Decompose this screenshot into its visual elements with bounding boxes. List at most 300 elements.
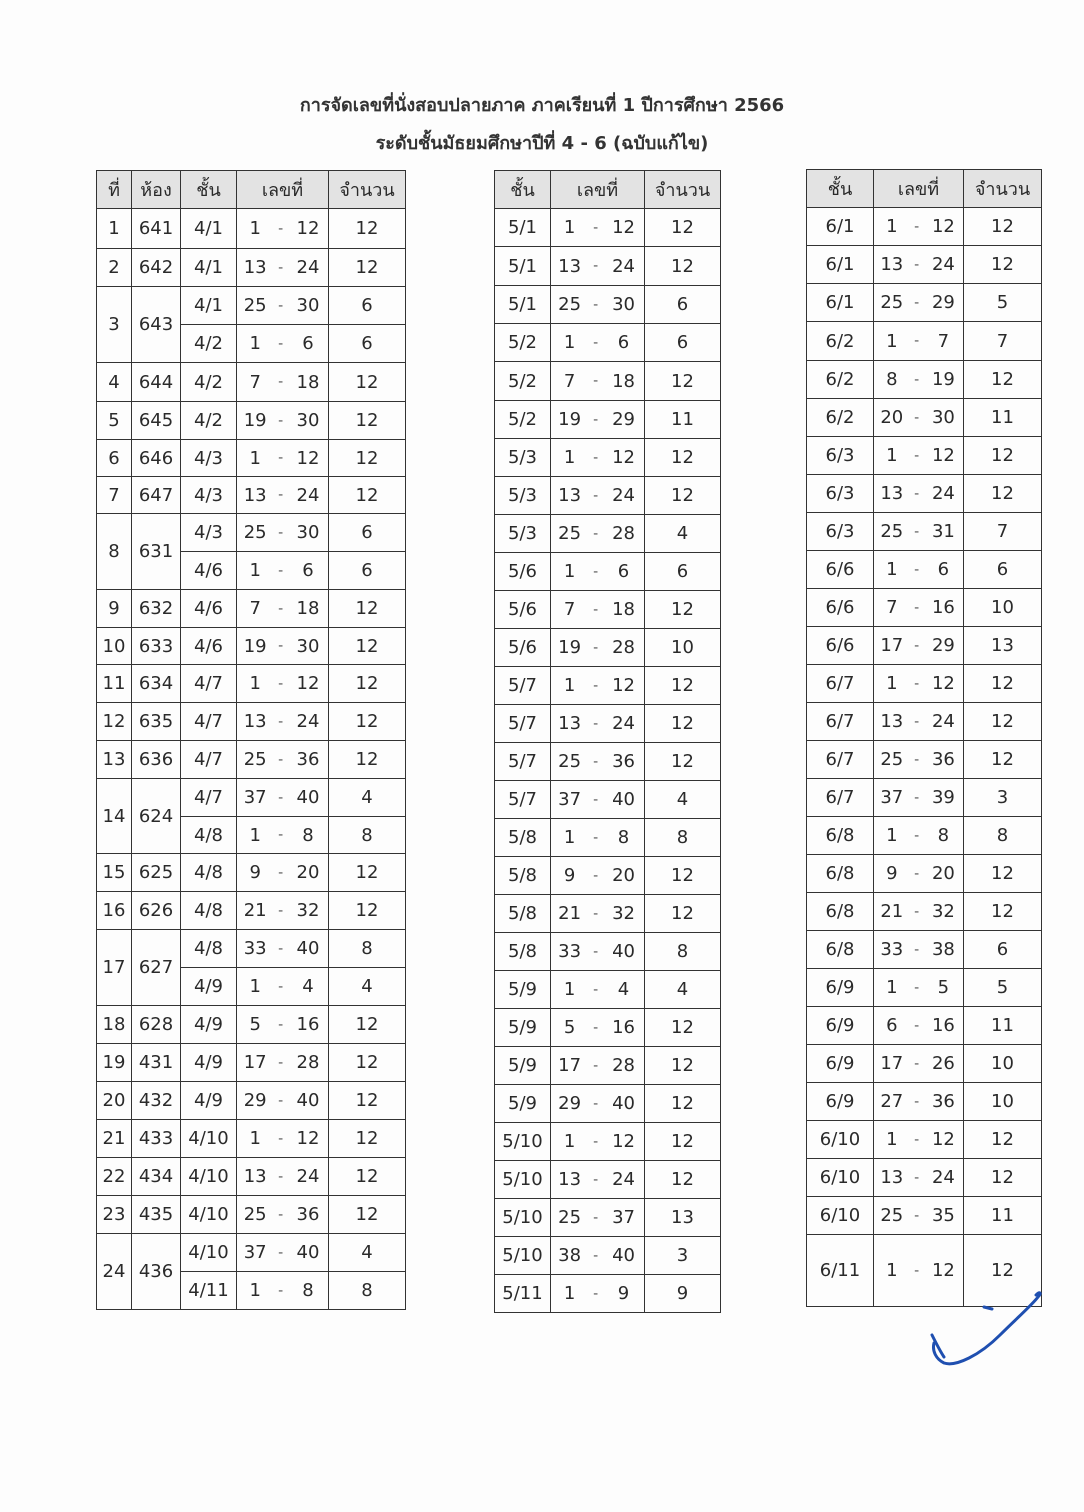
class-name: 6/11 bbox=[807, 1235, 874, 1307]
range-dash: - bbox=[593, 867, 599, 884]
range-dash: - bbox=[593, 753, 599, 770]
student-count: 6 bbox=[329, 552, 406, 590]
seat-range-cell bbox=[237, 1082, 329, 1120]
class-name: 4/3 bbox=[181, 477, 237, 514]
student-count: 4 bbox=[645, 515, 721, 553]
seat-from: 5 bbox=[563, 1017, 576, 1038]
seat-range-cell bbox=[551, 667, 645, 705]
room-number: 644 bbox=[132, 363, 181, 402]
student-count: 12 bbox=[964, 246, 1042, 284]
class-name: 5/9 bbox=[495, 1085, 551, 1123]
seat-to: 4 bbox=[302, 976, 314, 997]
class-name: 4/9 bbox=[181, 1082, 237, 1120]
seat-from: 29 bbox=[558, 1093, 582, 1114]
seat-from: 25 bbox=[880, 1205, 904, 1226]
seat-range-cell bbox=[551, 477, 645, 515]
seat-to: 28 bbox=[612, 1055, 635, 1076]
seat-range-cell bbox=[237, 1158, 329, 1196]
seat-from: 25 bbox=[243, 295, 267, 316]
seat-range-cell bbox=[874, 1007, 964, 1045]
student-count: 12 bbox=[964, 855, 1042, 893]
seat-range-cell bbox=[237, 477, 329, 514]
range-dash: - bbox=[593, 258, 599, 274]
row-number: 23 bbox=[97, 1196, 132, 1234]
row-number: 16 bbox=[97, 892, 132, 930]
seat-to: 16 bbox=[931, 597, 955, 618]
seat-range-cell bbox=[551, 1047, 645, 1085]
table-row bbox=[97, 440, 406, 477]
seat-range-cell bbox=[874, 208, 964, 246]
student-count: 12 bbox=[329, 249, 406, 287]
seat-range-cell bbox=[237, 287, 329, 325]
seat-from: 1 bbox=[886, 977, 898, 998]
seat-from: 1 bbox=[563, 447, 576, 468]
range-dash: - bbox=[914, 218, 920, 235]
class-name: 6/2 bbox=[807, 399, 874, 437]
class-name: 6/3 bbox=[807, 437, 874, 475]
seat-from: 1 bbox=[249, 447, 261, 469]
room-number: 633 bbox=[132, 628, 181, 665]
student-count: 12 bbox=[964, 1121, 1042, 1159]
table-row bbox=[97, 854, 406, 892]
row-number: 9 bbox=[97, 590, 132, 628]
table-row bbox=[97, 514, 406, 552]
seat-range-cell bbox=[874, 703, 964, 741]
seat-from: 13 bbox=[243, 257, 267, 278]
row-number: 12 bbox=[97, 703, 132, 741]
class-name: 4/6 bbox=[181, 552, 237, 590]
seat-to: 30 bbox=[296, 410, 320, 431]
seat-range-cell bbox=[551, 1009, 645, 1047]
table-row bbox=[495, 1009, 721, 1047]
student-count: 13 bbox=[964, 627, 1042, 665]
seat-range-cell bbox=[237, 665, 329, 703]
student-count: 3 bbox=[964, 779, 1042, 817]
student-count: 12 bbox=[645, 477, 721, 515]
range-dash: - bbox=[278, 1130, 284, 1147]
table-row bbox=[807, 1007, 1042, 1045]
table-row bbox=[495, 629, 721, 667]
room-number: 642 bbox=[132, 249, 181, 287]
room-number: 636 bbox=[132, 741, 181, 779]
seat-range-cell bbox=[874, 969, 964, 1007]
range-dash: - bbox=[593, 373, 599, 389]
table-row bbox=[807, 475, 1042, 513]
range-dash: - bbox=[593, 829, 599, 846]
row-number: 21 bbox=[97, 1120, 132, 1158]
seat-from: 1 bbox=[886, 673, 898, 694]
range-dash: - bbox=[593, 487, 599, 504]
seat-from: 1 bbox=[886, 1129, 898, 1150]
seat-to: 24 bbox=[612, 713, 635, 734]
range-dash: - bbox=[914, 865, 920, 882]
seat-from: 1 bbox=[886, 1260, 898, 1281]
room-number: 627 bbox=[132, 930, 181, 1006]
range-dash: - bbox=[914, 789, 920, 806]
room-number: 641 bbox=[132, 209, 181, 249]
seat-from: 21 bbox=[880, 901, 904, 922]
range-dash: - bbox=[914, 941, 920, 958]
seat-from: 27 bbox=[880, 1091, 904, 1112]
range-dash: - bbox=[914, 827, 920, 844]
table-row bbox=[807, 703, 1042, 741]
seat-from: 1 bbox=[886, 330, 898, 352]
student-count: 8 bbox=[329, 817, 406, 854]
table-row bbox=[807, 779, 1042, 817]
seat-to: 30 bbox=[931, 407, 955, 428]
seat-to: 24 bbox=[931, 1167, 955, 1188]
seat-to: 28 bbox=[296, 1052, 320, 1073]
range-dash: - bbox=[593, 1057, 599, 1074]
seat-to: 18 bbox=[296, 371, 320, 393]
seat-range-cell bbox=[237, 325, 329, 363]
seat-range-cell bbox=[874, 893, 964, 931]
range-dash: - bbox=[593, 715, 599, 732]
student-count: 6 bbox=[645, 553, 721, 591]
row-number: 15 bbox=[97, 854, 132, 892]
range-dash: - bbox=[278, 562, 284, 579]
table-row bbox=[495, 743, 721, 781]
table-row bbox=[495, 591, 721, 629]
class-name: 6/8 bbox=[807, 855, 874, 893]
col-header-no: ที่ bbox=[97, 171, 132, 209]
seat-from: 7 bbox=[563, 599, 576, 620]
seat-range-cell bbox=[237, 249, 329, 287]
class-name: 5/11 bbox=[495, 1275, 551, 1313]
row-number: 17 bbox=[97, 930, 132, 1006]
range-dash: - bbox=[593, 1247, 599, 1264]
student-count: 12 bbox=[329, 665, 406, 703]
seat-range-cell bbox=[551, 1199, 645, 1237]
seat-to: 20 bbox=[612, 865, 635, 886]
student-count: 7 bbox=[964, 513, 1042, 551]
seat-to: 24 bbox=[931, 711, 955, 732]
student-count: 12 bbox=[645, 705, 721, 743]
seat-from: 1 bbox=[563, 332, 576, 353]
student-count: 11 bbox=[964, 1007, 1042, 1045]
row-number: 3 bbox=[97, 287, 132, 363]
table-row bbox=[495, 667, 721, 705]
student-count: 12 bbox=[645, 1161, 721, 1199]
seat-range-cell bbox=[237, 930, 329, 968]
seat-from: 1 bbox=[563, 827, 576, 848]
seat-to: 39 bbox=[931, 787, 955, 808]
seat-from: 17 bbox=[880, 1053, 904, 1074]
student-count: 10 bbox=[645, 629, 721, 667]
seat-from: 13 bbox=[880, 254, 904, 275]
class-name: 4/7 bbox=[181, 779, 237, 817]
class-name: 4/6 bbox=[181, 590, 237, 628]
student-count: 4 bbox=[329, 968, 406, 1006]
seat-to: 40 bbox=[612, 789, 635, 810]
table-row bbox=[97, 1196, 406, 1234]
seat-to: 12 bbox=[931, 216, 955, 237]
seat-range-cell bbox=[551, 629, 645, 667]
seat-range-cell bbox=[874, 1045, 964, 1083]
seat-to: 12 bbox=[612, 1131, 635, 1152]
class-name: 5/8 bbox=[495, 819, 551, 857]
seat-range-cell bbox=[874, 322, 964, 361]
range-dash: - bbox=[593, 1209, 599, 1226]
student-count: 12 bbox=[645, 1085, 721, 1123]
range-dash: - bbox=[593, 411, 599, 428]
seat-from: 1 bbox=[563, 217, 576, 238]
room-number: 433 bbox=[132, 1120, 181, 1158]
class-name: 6/9 bbox=[807, 1083, 874, 1121]
table-row bbox=[97, 402, 406, 440]
table-row bbox=[97, 209, 406, 249]
table-row bbox=[495, 1047, 721, 1085]
range-dash: - bbox=[593, 601, 599, 618]
class-name: 6/6 bbox=[807, 551, 874, 589]
seat-to: 19 bbox=[931, 369, 955, 390]
seat-range-cell bbox=[551, 1237, 645, 1275]
range-dash: - bbox=[278, 335, 284, 352]
class-name: 5/10 bbox=[495, 1237, 551, 1275]
seat-range-cell bbox=[551, 591, 645, 629]
student-count: 4 bbox=[329, 1234, 406, 1272]
student-count: 4 bbox=[329, 779, 406, 817]
table-row bbox=[807, 893, 1042, 931]
seat-to: 40 bbox=[296, 1090, 320, 1111]
student-count: 4 bbox=[645, 781, 721, 819]
signature-mark bbox=[928, 1285, 1048, 1375]
table-row bbox=[495, 362, 721, 401]
class-name: 5/8 bbox=[495, 895, 551, 933]
student-count: 4 bbox=[645, 971, 721, 1009]
student-count: 10 bbox=[964, 1083, 1042, 1121]
class-name: 5/7 bbox=[495, 705, 551, 743]
student-count: 13 bbox=[645, 1199, 721, 1237]
seat-range-cell bbox=[237, 854, 329, 892]
class-name: 6/9 bbox=[807, 1007, 874, 1045]
seat-from: 7 bbox=[249, 371, 261, 393]
seat-from: 1 bbox=[886, 825, 898, 846]
student-count: 12 bbox=[645, 1123, 721, 1161]
student-count: 12 bbox=[645, 1009, 721, 1047]
seat-from: 25 bbox=[558, 751, 582, 772]
table-row bbox=[807, 1121, 1042, 1159]
seat-range-cell bbox=[551, 971, 645, 1009]
seat-range-cell bbox=[237, 1272, 329, 1310]
range-dash: - bbox=[278, 1168, 284, 1185]
student-count: 3 bbox=[645, 1237, 721, 1275]
student-count: 12 bbox=[329, 440, 406, 477]
col-header-count: จำนวน bbox=[645, 171, 721, 209]
range-dash: - bbox=[593, 1095, 599, 1112]
seat-range-cell bbox=[874, 1121, 964, 1159]
seat-to: 36 bbox=[931, 1091, 955, 1112]
seat-range-cell bbox=[874, 551, 964, 589]
seat-range-cell bbox=[551, 209, 645, 247]
table-row bbox=[495, 1199, 721, 1237]
seat-from: 25 bbox=[558, 523, 582, 544]
table-row bbox=[97, 590, 406, 628]
seat-to: 12 bbox=[296, 218, 320, 239]
seat-from: 1 bbox=[249, 1128, 261, 1149]
table-row bbox=[495, 895, 721, 933]
class-name: 5/6 bbox=[495, 629, 551, 667]
table-row bbox=[495, 857, 721, 895]
seat-to: 6 bbox=[302, 333, 314, 354]
seat-range-cell bbox=[237, 892, 329, 930]
seat-range-cell bbox=[237, 402, 329, 440]
class-name: 6/1 bbox=[807, 246, 874, 284]
class-name: 5/6 bbox=[495, 553, 551, 591]
seat-range-cell bbox=[874, 931, 964, 969]
table-row bbox=[97, 892, 406, 930]
seat-from: 1 bbox=[886, 445, 898, 466]
seat-from: 17 bbox=[243, 1052, 267, 1073]
range-dash: - bbox=[593, 296, 599, 313]
seat-range-cell bbox=[551, 1161, 645, 1199]
range-dash: - bbox=[914, 903, 920, 920]
seat-from: 13 bbox=[243, 484, 267, 506]
seat-to: 35 bbox=[931, 1205, 955, 1226]
range-dash: - bbox=[914, 561, 920, 578]
student-count: 12 bbox=[964, 741, 1042, 779]
class-name: 4/10 bbox=[181, 1196, 237, 1234]
col-header-seat: เลขที่ bbox=[551, 171, 645, 209]
student-count: 12 bbox=[329, 1082, 406, 1120]
class-name: 4/9 bbox=[181, 1044, 237, 1082]
table-row bbox=[807, 284, 1042, 322]
seat-range-cell bbox=[551, 324, 645, 362]
class-name: 4/2 bbox=[181, 363, 237, 402]
range-dash: - bbox=[593, 219, 599, 236]
student-count: 12 bbox=[645, 667, 721, 705]
class-name: 6/10 bbox=[807, 1159, 874, 1197]
table-row bbox=[97, 287, 406, 325]
seat-range-cell bbox=[237, 590, 329, 628]
table-row bbox=[807, 437, 1042, 475]
table-row bbox=[97, 628, 406, 665]
seat-range-cell bbox=[237, 209, 329, 249]
page-subtitle: ระดับชั้นมัธยมศึกษาปีที่ 4 - 6 (ฉบับแก้ไข) bbox=[375, 133, 709, 154]
range-dash: - bbox=[914, 409, 920, 426]
class-name: 4/9 bbox=[181, 968, 237, 1006]
seat-from: 19 bbox=[243, 635, 267, 657]
range-dash: - bbox=[593, 1133, 599, 1150]
table-row bbox=[495, 401, 721, 439]
page-title: การจัดเลขที่นั่งสอบปลายภาค ภาคเรียนที่ 1 ปีการศึกษา 2566 bbox=[299, 95, 785, 116]
class-name: 5/10 bbox=[495, 1123, 551, 1161]
seat-range-cell bbox=[874, 399, 964, 437]
table-row bbox=[807, 1045, 1042, 1083]
range-dash: - bbox=[914, 675, 920, 692]
seat-from: 13 bbox=[558, 713, 582, 734]
student-count: 12 bbox=[645, 209, 721, 247]
student-count: 7 bbox=[964, 322, 1042, 361]
room-number: 631 bbox=[132, 514, 181, 590]
student-count: 11 bbox=[645, 401, 721, 439]
range-dash: - bbox=[278, 600, 284, 617]
seat-to: 4 bbox=[617, 979, 630, 1000]
class-name: 6/2 bbox=[807, 322, 874, 361]
table-row bbox=[97, 1006, 406, 1044]
class-name: 5/8 bbox=[495, 857, 551, 895]
seat-from: 21 bbox=[558, 903, 582, 924]
seat-from: 33 bbox=[880, 939, 904, 960]
seat-from: 1 bbox=[249, 976, 261, 997]
seat-from: 1 bbox=[563, 675, 576, 696]
room-number: 435 bbox=[132, 1196, 181, 1234]
range-dash: - bbox=[278, 940, 284, 957]
seat-range-cell bbox=[874, 627, 964, 665]
student-count: 5 bbox=[964, 969, 1042, 1007]
seat-range-cell bbox=[237, 1120, 329, 1158]
seat-from: 1 bbox=[249, 560, 261, 581]
range-dash: - bbox=[278, 1054, 284, 1071]
seat-from: 1 bbox=[249, 218, 261, 239]
seat-to: 6 bbox=[302, 560, 314, 581]
range-dash: - bbox=[593, 1285, 599, 1302]
student-count: 6 bbox=[329, 287, 406, 325]
seat-from: 21 bbox=[243, 900, 267, 921]
seat-from: 9 bbox=[563, 865, 576, 886]
range-dash: - bbox=[914, 1093, 920, 1110]
range-dash: - bbox=[914, 637, 920, 654]
range-dash: - bbox=[278, 1092, 284, 1109]
student-count: 12 bbox=[329, 703, 406, 741]
seat-to: 30 bbox=[296, 522, 320, 543]
row-number: 22 bbox=[97, 1158, 132, 1196]
table-row bbox=[807, 361, 1042, 399]
range-dash: - bbox=[278, 789, 284, 806]
seat-range-cell bbox=[874, 1197, 964, 1235]
student-count: 12 bbox=[329, 209, 406, 249]
table-row bbox=[495, 553, 721, 591]
student-count: 11 bbox=[964, 1197, 1042, 1235]
class-name: 6/7 bbox=[807, 703, 874, 741]
table-row bbox=[807, 589, 1042, 627]
seat-from: 37 bbox=[880, 787, 904, 808]
seat-to: 20 bbox=[931, 863, 955, 884]
seat-range-cell bbox=[874, 779, 964, 817]
range-dash: - bbox=[914, 713, 920, 730]
class-name: 6/10 bbox=[807, 1197, 874, 1235]
range-dash: - bbox=[278, 1016, 284, 1033]
seat-from: 1 bbox=[249, 333, 261, 354]
student-count: 11 bbox=[964, 399, 1042, 437]
range-dash: - bbox=[278, 259, 284, 276]
seat-range-cell bbox=[237, 514, 329, 552]
range-dash: - bbox=[278, 450, 284, 466]
table-row bbox=[807, 513, 1042, 551]
student-count: 12 bbox=[964, 361, 1042, 399]
range-dash: - bbox=[278, 902, 284, 919]
class-name: 4/10 bbox=[181, 1120, 237, 1158]
table-row bbox=[97, 930, 406, 968]
student-count: 12 bbox=[329, 402, 406, 440]
room-number: 624 bbox=[132, 779, 181, 854]
student-count: 12 bbox=[329, 741, 406, 779]
range-dash: - bbox=[914, 333, 920, 349]
student-count: 12 bbox=[329, 854, 406, 892]
room-number: 634 bbox=[132, 665, 181, 703]
class-name: 4/1 bbox=[181, 209, 237, 249]
seat-to: 32 bbox=[612, 903, 635, 924]
seat-range-cell bbox=[551, 743, 645, 781]
seat-range-cell bbox=[551, 857, 645, 895]
seat-to: 18 bbox=[612, 370, 635, 392]
student-count: 12 bbox=[645, 743, 721, 781]
seat-to: 32 bbox=[931, 901, 955, 922]
range-dash: - bbox=[278, 827, 284, 843]
seat-to: 8 bbox=[302, 1280, 314, 1301]
class-name: 6/1 bbox=[807, 284, 874, 322]
seat-range-cell bbox=[551, 401, 645, 439]
